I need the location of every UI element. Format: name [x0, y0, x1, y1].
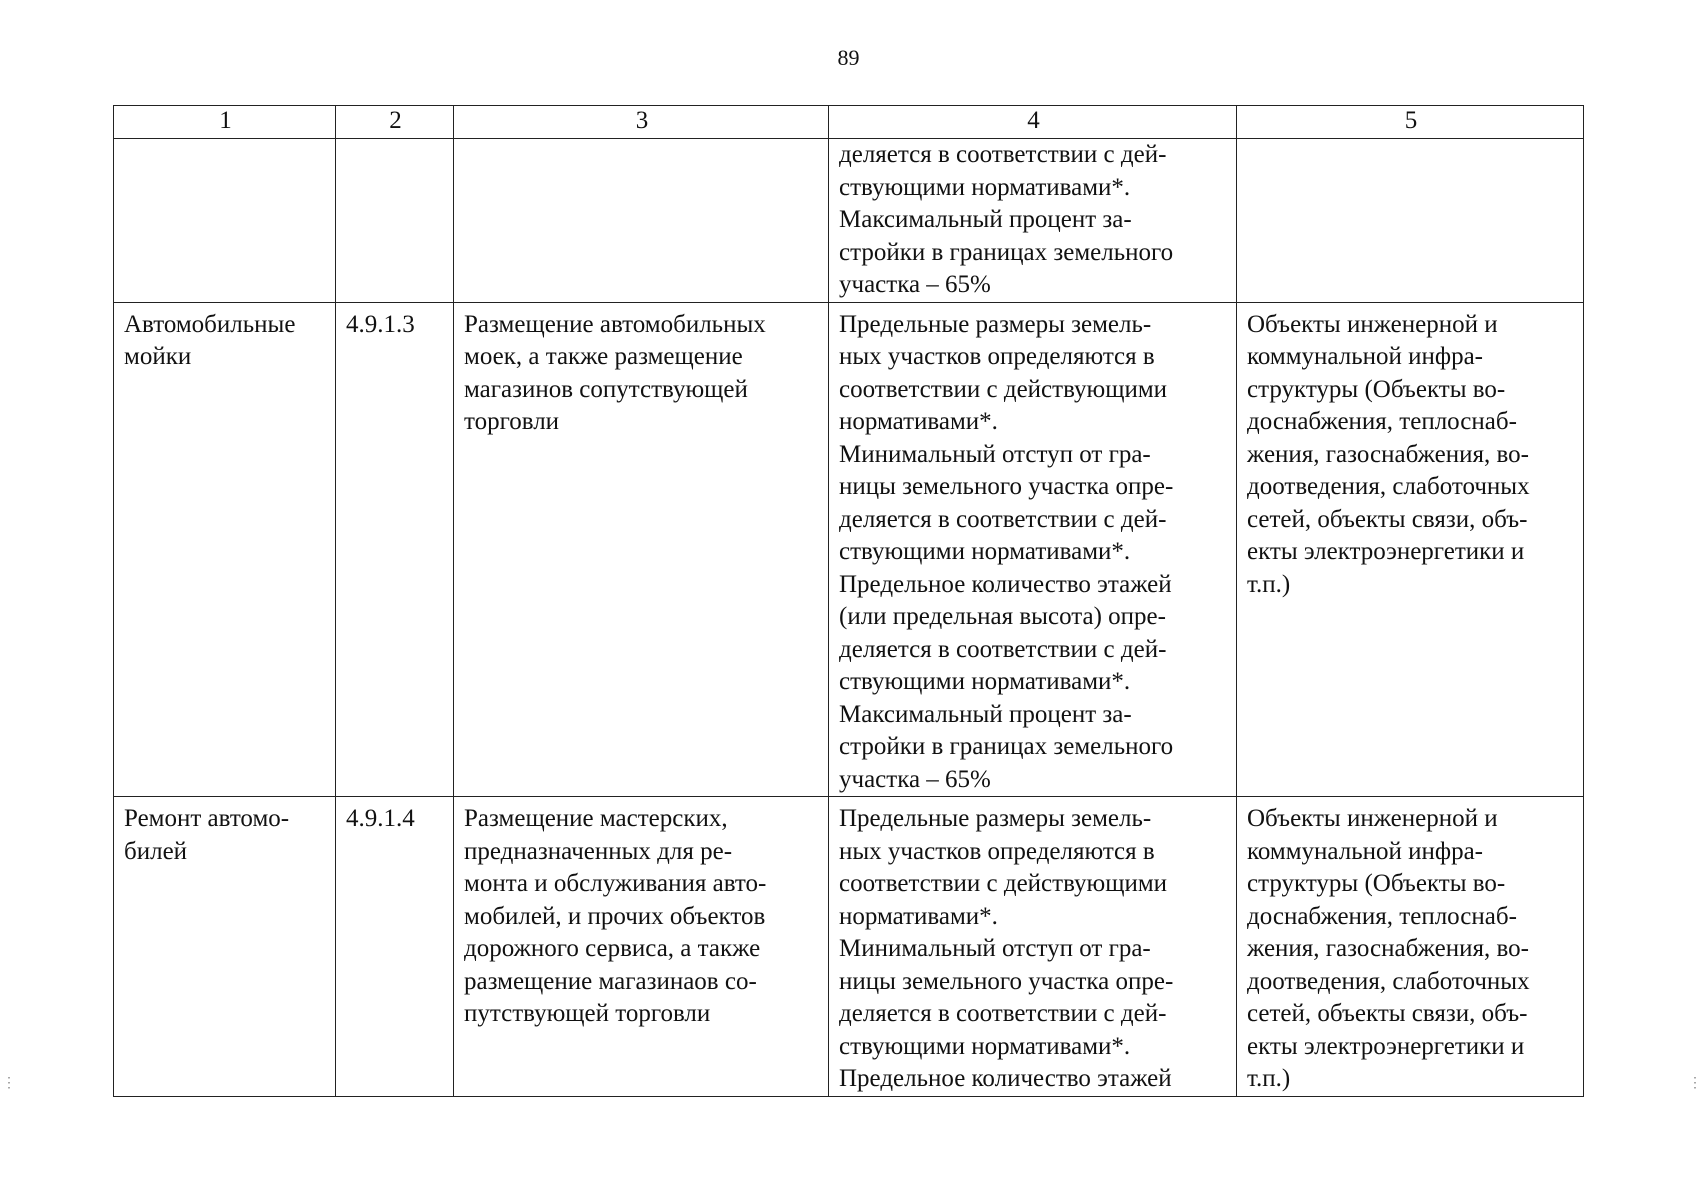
- cell-parameters: деляется в соответствии с дей- ствующими нормативами*. Максимальный процент за- стройки в границах земельного участка – 65%: [829, 139, 1237, 303]
- cell-use-name: [114, 139, 336, 303]
- cell-auxiliary-uses: Объекты инженерной и коммунальной инфра- структуры (Объекты во- доснабжения, теплоснаб- жения, газоснабжения, во- доотведения, слаботочных сетей, объекты связи, объ- екты электроэнергетики и т.п.): [1237, 302, 1584, 797]
- cell-use-name: Автомобильные мойки: [114, 302, 336, 797]
- table-row-continuation: [114, 139, 1584, 303]
- cell-use-name: Ремонт автомо- билей: [114, 797, 336, 1097]
- page-number: 89: [837, 45, 860, 70]
- cell-parameters: Предельные размеры земель- ных участков определяются в соответствии с действующими нормативами*. Минимальный отступ от гра- ницы земельного участка опре- деляется в соответствии с дей- ствующими нормативами*. Предельное количество этажей: [829, 797, 1237, 1097]
- header-col-2: 2: [336, 106, 454, 139]
- table-row: [114, 302, 1584, 797]
- header-col-3: 3: [454, 106, 829, 139]
- cell-parameters: Предельные размеры земель- ных участков определяются в соответствии с действующими нормативами*. Минимальный отступ от гра- ницы земельного участка опре- деляется в соответствии с дей- ствующими нормативами*. Предельное количество этажей (или предельная высота) опре- деляется в соответствии с дей- ствующими нормативами*. Максимальный процент за- стройки в границах земельного участка – 65%: [829, 302, 1237, 797]
- table-row: [114, 797, 1584, 1097]
- cell-use-code: 4.9.1.3: [336, 302, 454, 797]
- cell-use-description: Размещение автомобильных моек, а также размещение магазинов сопутствующей торговли: [454, 302, 829, 797]
- cell-auxiliary-uses: Объекты инженерной и коммунальной инфра- структуры (Объекты во- доснабжения, теплоснаб- жения, газоснабжения, во- доотведения, слаботочных сетей, объекты связи, объ- екты электроэнергетики и т.п.): [1237, 797, 1584, 1097]
- header-col-4: 4: [829, 106, 1237, 139]
- scan-edge-mark-left: ⋮: [2, 1075, 16, 1091]
- cell-use-code: 4.9.1.4: [336, 797, 454, 1097]
- cell-auxiliary-uses: [1237, 139, 1584, 303]
- header-col-5: 5: [1237, 106, 1584, 139]
- cell-use-description: Размещение мастерских, предназначенных для ре- монта и обслуживания авто- мобилей, и прочих объектов дорожного сервиса, а также размещение магазинаов со- путствующей торговли: [454, 797, 829, 1097]
- header-col-1: 1: [114, 106, 336, 139]
- scan-edge-mark-right: ⋮: [1688, 1075, 1702, 1091]
- header-row: [114, 106, 1584, 139]
- cell-use-description: [454, 139, 829, 303]
- zoning-table: [113, 105, 1584, 1097]
- cell-use-code: [336, 139, 454, 303]
